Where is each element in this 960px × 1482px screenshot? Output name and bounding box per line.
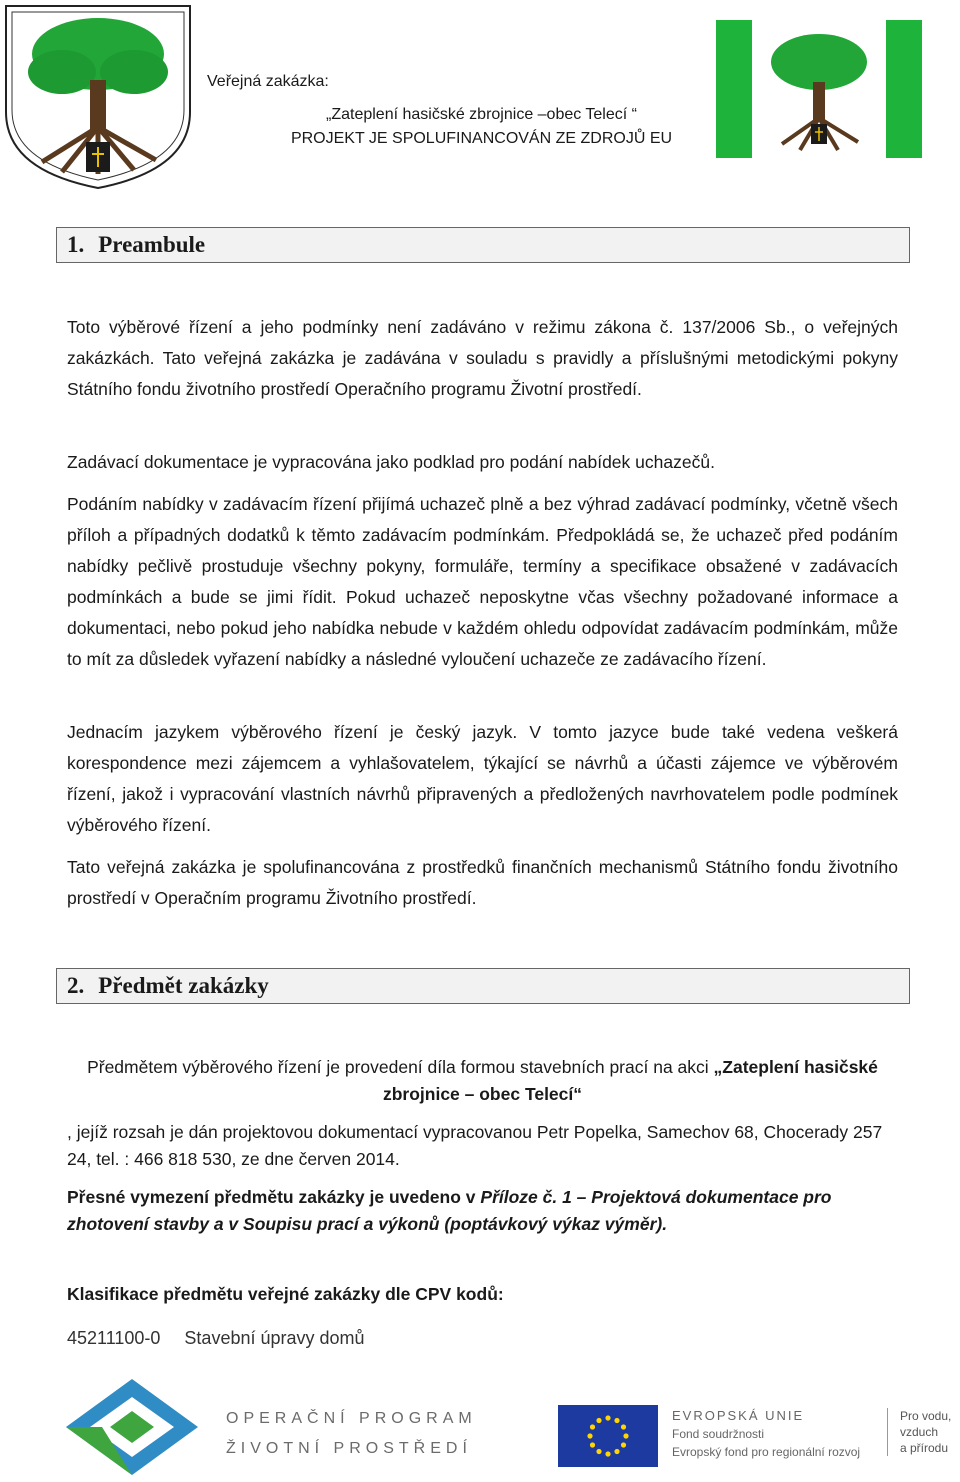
section-number: 1.: [67, 232, 85, 257]
paragraph: Jednacím jazykem výběrového řízení je český jazyk. V tomto jazyce bude také vedena veškerá korespondence mezi zájemcem a vyhlašovatelem, týkající se návrhů a účasti zájemce ve výběrovém řízení, jakož i vypracování vlastních návrhů připravených a předložených navrhovatelem podle podmínek výběrového řízení.: [67, 722, 898, 835]
op-line-2: ŽIVOTNÍ PROSTŘEDÍ: [226, 1440, 472, 1457]
section-number: 2.: [67, 973, 85, 998]
op-zp-text: [226, 1404, 477, 1464]
cpv-row: [67, 1328, 389, 1349]
section-title: Předmět zakázky: [98, 973, 269, 998]
specification-prefix: Přesné vymezení předmětu zakázky je uvedeno v: [67, 1187, 481, 1207]
paragraph: Zadávací dokumentace je vypracována jako podklad pro podání nabídek uchazečů.: [67, 452, 715, 472]
cpv-code: 45211100-0: [67, 1328, 161, 1348]
op-zp-logo-icon: [62, 1375, 202, 1479]
subject-intro: [67, 1054, 898, 1108]
header-subtitle: PROJEKT JE SPOLUFINANCOVÁN ZE ZDROJŮ EU: [290, 130, 673, 147]
paragraph: Podáním nabídky v zadávacím řízení přijímá uchazeč plně a bez výhrad zadávací podmínky, včetně všech příloh a případných dodatků k těmto zadávacím podmínkám. Předpokládá se, že uchazeč před podáním nabídky pečlivě prostuduje všechny pokyny, formuláře, termíny a specifikace obsažené v zadávacích podmínkách a bude se jimi řídit. Pokud uchazeč neposkytne včas všechny požadované informace a dokumentaci, nebo pokud jeho nabídka nebude v každém ohledu odpovídat zadávacím podmínkám, může to mít za důsledek vyřazení nabídky a následné vyloučení uchazeče ze zadávacího řízení.: [67, 494, 898, 669]
slogan-line-2: vzduch: [900, 1425, 939, 1439]
scope-paragraph: , jejíž rozsah je dán projektovou dokumentací vypracovanou Petr Popelka, Samechov 68, Chocerady 257 24, tel. : 466 818 530, ze dne červen 2014.: [67, 1122, 883, 1169]
eu-flag-icon: [558, 1405, 658, 1467]
cpv-description: Stavební úpravy domů: [184, 1328, 365, 1348]
eu-line-2: Fond soudržnosti: [672, 1427, 765, 1441]
cpv-heading: Klasifikace předmětu veřejné zakázky dle CPV kodů:: [67, 1284, 504, 1304]
project-name: „Zateplení hasičské zbrojnice – obec Telecí“: [382, 1057, 878, 1104]
header-title-block: [200, 103, 763, 151]
paragraph: Toto výběrové řízení a jeho podmínky není zadáváno v režimu zákona č. 137/2006 Sb., o veřejných zakázkách. Tato veřejná zakázka je zadávána v souladu s pravidly a příslušnými metodickými pokyny Státního fondu životního prostředí Operačního programu Životní prostředí.: [67, 317, 898, 399]
specification-paragraph: [67, 1184, 898, 1238]
section-heading-preambule: [56, 227, 910, 263]
section-heading-predmet: [56, 968, 910, 1004]
slogan: [887, 1408, 951, 1456]
eu-line-3: Evropský fond pro regionální rozvoj: [672, 1445, 861, 1459]
eu-text: [672, 1407, 860, 1461]
slogan-line-1: Pro vodu,: [900, 1409, 952, 1423]
header-label: Veřejná zakázka:: [207, 73, 329, 90]
municipal-crest-logo: [2, 2, 194, 192]
paragraph: Tato veřejná zakázka je spolufinancována z prostředků finančních mechanismů Státního fondu životního prostředí v Operačním programu Životního prostředí.: [67, 857, 898, 908]
slogan-line-3: a přírodu: [900, 1441, 949, 1455]
header-title: „Zateplení hasičské zbrojnice –obec Telecí “: [326, 106, 637, 123]
section-title: Preambule: [98, 232, 206, 257]
specification-attachment: Příloze č. 1 – Projektová dokumentace pro zhotovení stavby a v Soupisu prací a výkonů (poptávkový výkaz výměr).: [67, 1187, 832, 1234]
eu-line-1: EVROPSKÁ UNIE: [672, 1408, 805, 1423]
subject-intro-text: Předmětem výběrového řízení je provedení díla formou stavebních prací na akci: [87, 1057, 714, 1077]
op-line-1: OPERAČNÍ PROGRAM: [226, 1410, 477, 1427]
